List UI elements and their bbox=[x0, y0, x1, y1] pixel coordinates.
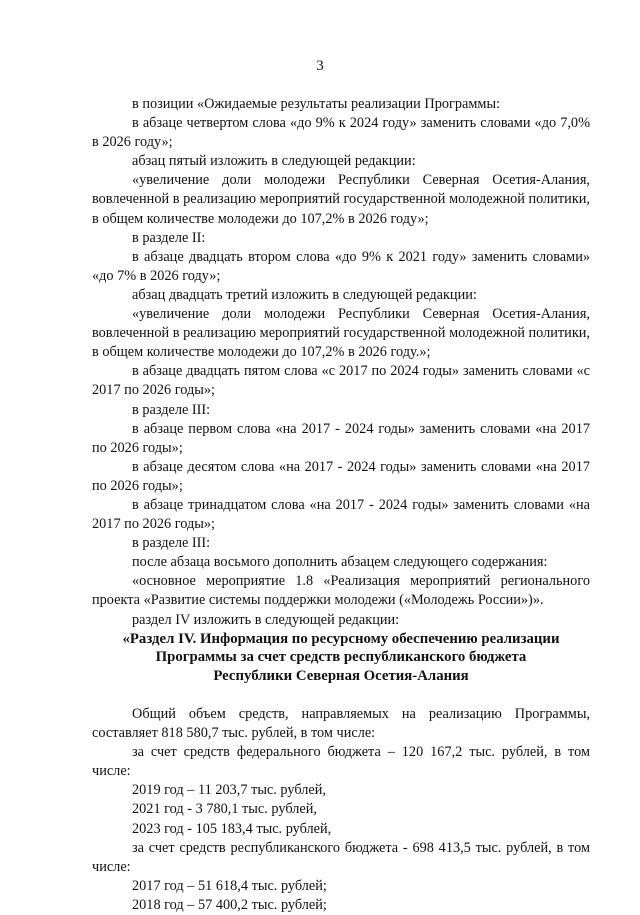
section-heading bbox=[92, 630, 590, 686]
spacer bbox=[92, 686, 590, 705]
paragraph: «увеличение доли молодежи Республики Северная Осетия-Алания, вовлеченной в реализацию мероприятий государственной молодежной политики, в общем количестве молодежи до 107,2% в 2026 году»; bbox=[92, 172, 590, 227]
funding-paragraph: за счет средств федерального бюджета – 120 167,2 тыс. рублей, в том числе: bbox=[92, 744, 590, 780]
heading-line: «Раздел IV. Информация по ресурсному обеспечению реализации bbox=[122, 630, 560, 647]
heading-line: Республики Северная Осетия-Алания bbox=[213, 668, 469, 685]
paragraph: в разделе III: bbox=[132, 401, 211, 418]
paragraph: в абзаце четвертом слова «до 9% к 2024 году» заменить словами «до 7,0% в 2026 году»; bbox=[92, 115, 590, 151]
paragraph: в абзаце тринадцатом слова «на 2017 - 2024 годы» заменить словами «на 2017 по 2026 годы»; bbox=[92, 496, 590, 533]
paragraph: в абзаце десятом слова «на 2017 - 2024 годы» заменить словами «на 2017 по 2026 годы»; bbox=[92, 458, 590, 494]
paragraph: «основное мероприятие 1.8 «Реализация мероприятий регионального проекта «Развитие системы поддержки молодежи («Молодежь России»)». bbox=[92, 573, 590, 609]
funding-paragraph: Общий объем средств, направляемых на реализацию Программы, составляет 818 580,7 тыс. рублей, в том числе: bbox=[92, 706, 590, 742]
paragraph: в абзаце двадцать пятом слова «с 2017 по 2024 годы» заменить словами «с 2017 по 2026 годы»; bbox=[92, 363, 590, 399]
funding-paragraph: 2021 год - 3 780,1 тыс. рублей, bbox=[132, 801, 317, 818]
funding-paragraph: 2019 год – 11 203,7 тыс. рублей, bbox=[132, 782, 326, 799]
paragraph: в абзаце первом слова «на 2017 - 2024 годы» заменить словами «на 2017 по 2026 годы»; bbox=[92, 420, 590, 456]
page-number: 3 bbox=[316, 58, 324, 74]
paragraph: в абзаце двадцать втором слова «до 9% к 2021 году» заменить словами» «до 7% в 2026 году»; bbox=[92, 248, 590, 284]
funding-paragraph: 2023 год - 105 183,4 тыс. рублей, bbox=[132, 820, 332, 837]
funding-paragraph: 2017 год – 51 618,4 тыс. рублей; bbox=[132, 877, 327, 894]
funding-paragraph: за счет средств республиканского бюджета - 698 413,5 тыс. рублей, в том числе: bbox=[92, 839, 590, 875]
paragraph: раздел IV изложить в следующей редакции: bbox=[132, 611, 400, 628]
heading-line: Программы за счет средств республиканского бюджета bbox=[155, 649, 527, 666]
paragraph: в разделе II: bbox=[132, 229, 206, 246]
document-body bbox=[92, 95, 590, 915]
funding-paragraph: 2018 год – 57 400,2 тыс. рублей; bbox=[132, 896, 327, 913]
paragraph: после абзаца восьмого дополнить абзацем следующего содержания: bbox=[132, 554, 548, 571]
paragraph: «увеличение доли молодежи Республики Северная Осетия-Алания, вовлеченной в реализацию мероприятий государственной молодежной политики, в общем количестве молодежи до 107,2% в 2026 году.»; bbox=[92, 306, 590, 361]
paragraph: в разделе III: bbox=[132, 535, 211, 552]
paragraph: абзац двадцать третий изложить в следующей редакции: bbox=[132, 286, 477, 303]
paragraph: абзац пятый изложить в следующей редакции: bbox=[132, 153, 416, 170]
paragraph: в позиции «Ожидаемые результаты реализации Программы: bbox=[132, 96, 501, 112]
